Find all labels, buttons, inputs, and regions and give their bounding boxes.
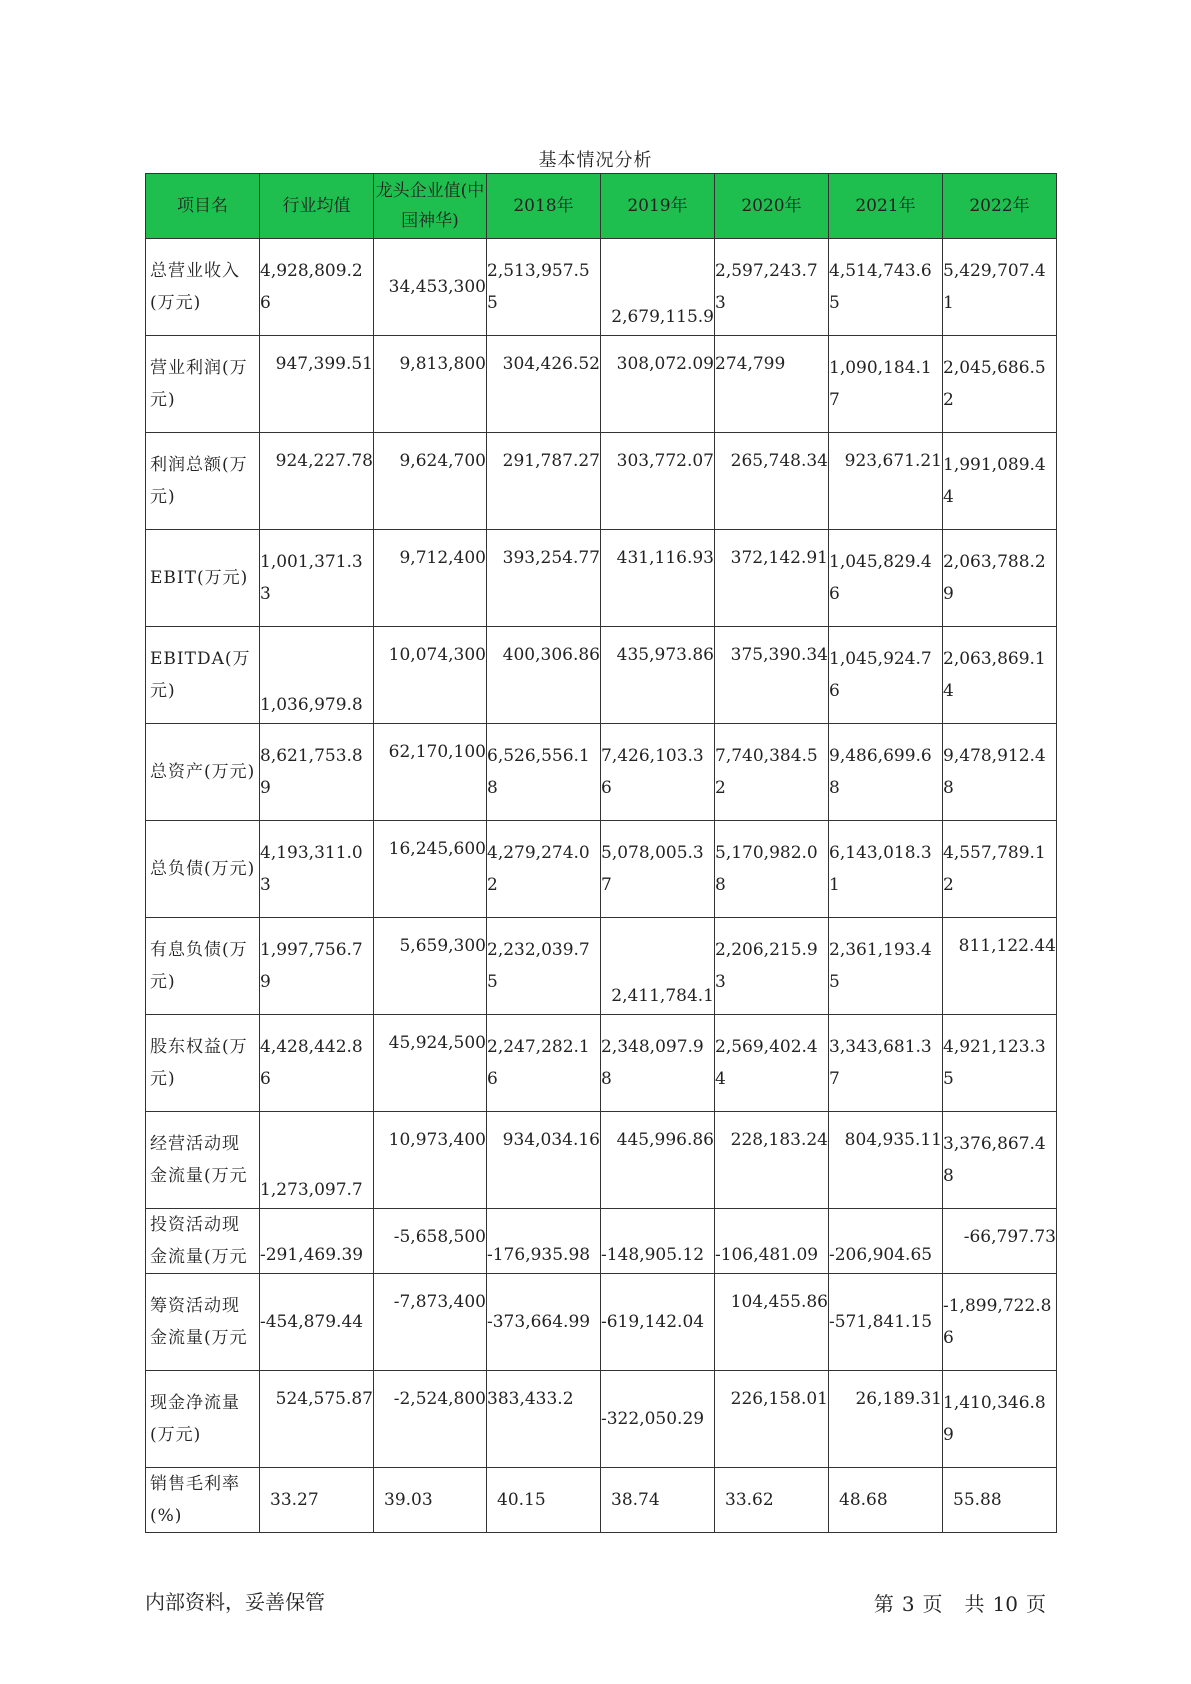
row-label: 有息负债(万元) bbox=[146, 918, 260, 1015]
table-cell: 104,455.86 bbox=[715, 1274, 829, 1371]
table-cell: 804,935.11 bbox=[829, 1112, 943, 1209]
table-cell: 2,063,869.14 bbox=[943, 627, 1057, 724]
header-cell-leader: 龙头企业值(中国神华) bbox=[374, 174, 487, 239]
table-cell: 383,433.2 bbox=[487, 1371, 601, 1468]
table-cell: 2,063,788.29 bbox=[943, 530, 1057, 627]
table-row bbox=[146, 1468, 1057, 1533]
header-cell-2021: 2021年 bbox=[829, 174, 943, 239]
table-row bbox=[146, 1371, 1057, 1468]
table-cell: -5,658,500 bbox=[374, 1209, 487, 1274]
table-cell: 4,193,311.03 bbox=[260, 821, 374, 918]
table-row bbox=[146, 1015, 1057, 1112]
header-cell-2020: 2020年 bbox=[715, 174, 829, 239]
table-cell: 9,813,800 bbox=[374, 336, 487, 433]
table-row bbox=[146, 239, 1057, 336]
table-cell: -454,879.44 bbox=[260, 1274, 374, 1371]
page-prefix: 第 bbox=[873, 1592, 894, 1616]
table-row bbox=[146, 724, 1057, 821]
table-cell: 33.27 bbox=[260, 1468, 374, 1533]
page-title: 基本情况分析 bbox=[538, 150, 653, 171]
row-label: 股东权益(万元) bbox=[146, 1015, 260, 1112]
table-row bbox=[146, 1112, 1057, 1209]
row-label: 销售毛利率(%) bbox=[146, 1468, 260, 1533]
table-cell: 8,621,753.89 bbox=[260, 724, 374, 821]
table-cell: 4,928,809.26 bbox=[260, 239, 374, 336]
table-row bbox=[146, 336, 1057, 433]
footer-page-indicator bbox=[866, 1588, 1046, 1617]
table-cell: 226,158.01 bbox=[715, 1371, 829, 1468]
table-cell: 1,410,346.89 bbox=[943, 1371, 1057, 1468]
row-label: 筹资活动现金流量(万元 bbox=[146, 1274, 260, 1371]
table-cell: 811,122.44 bbox=[943, 918, 1057, 1015]
table-cell: -1,899,722.86 bbox=[943, 1274, 1057, 1371]
table-cell: 3,343,681.37 bbox=[829, 1015, 943, 1112]
row-label: 投资活动现金流量(万元 bbox=[146, 1209, 260, 1274]
table-cell: 2,232,039.75 bbox=[487, 918, 601, 1015]
table-row bbox=[146, 433, 1057, 530]
table-cell: 26,189.31 bbox=[829, 1371, 943, 1468]
table-row bbox=[146, 821, 1057, 918]
table-cell: 5,170,982.08 bbox=[715, 821, 829, 918]
table-cell: 9,478,912.48 bbox=[943, 724, 1057, 821]
header-cell-2019: 2019年 bbox=[601, 174, 715, 239]
header-cell-industry-avg: 行业均值 bbox=[260, 174, 374, 239]
table-cell: 6,526,556.18 bbox=[487, 724, 601, 821]
table-cell: 45,924,500 bbox=[374, 1015, 487, 1112]
table-cell: 40.15 bbox=[487, 1468, 601, 1533]
table-cell: 5,429,707.41 bbox=[943, 239, 1057, 336]
table-cell: 3,376,867.48 bbox=[943, 1112, 1057, 1209]
total-suffix: 页 bbox=[1026, 1592, 1046, 1616]
table-cell: -66,797.73 bbox=[943, 1209, 1057, 1274]
row-label: 现金净流量(万元) bbox=[146, 1371, 260, 1468]
table-cell: 431,116.93 bbox=[601, 530, 715, 627]
page-number: 3 bbox=[901, 1592, 915, 1616]
table-cell: 55.88 bbox=[943, 1468, 1057, 1533]
table-cell: 303,772.07 bbox=[601, 433, 715, 530]
table-cell: 16,245,600 bbox=[374, 821, 487, 918]
table-cell: 1,273,097.7 bbox=[260, 1112, 374, 1209]
table-cell: 228,183.24 bbox=[715, 1112, 829, 1209]
row-label: 总负债(万元) bbox=[146, 821, 260, 918]
table-cell: 48.68 bbox=[829, 1468, 943, 1533]
table-cell: 4,279,274.02 bbox=[487, 821, 601, 918]
table-cell: 9,624,700 bbox=[374, 433, 487, 530]
table-cell: -106,481.09 bbox=[715, 1209, 829, 1274]
table-cell: 10,973,400 bbox=[374, 1112, 487, 1209]
table-cell: 1,001,371.33 bbox=[260, 530, 374, 627]
table-cell: -206,904.65 bbox=[829, 1209, 943, 1274]
table-cell: 274,799 bbox=[715, 336, 829, 433]
table-row bbox=[146, 627, 1057, 724]
row-label: 营业利润(万元) bbox=[146, 336, 260, 433]
table-cell: 2,247,282.16 bbox=[487, 1015, 601, 1112]
analysis-table-wrapper bbox=[145, 173, 1057, 1533]
table-cell: 1,045,829.46 bbox=[829, 530, 943, 627]
table-cell: 9,486,699.68 bbox=[829, 724, 943, 821]
table-cell: 923,671.21 bbox=[829, 433, 943, 530]
table-cell: 445,996.86 bbox=[601, 1112, 715, 1209]
table-cell: 33.62 bbox=[715, 1468, 829, 1533]
table-cell: 1,045,924.76 bbox=[829, 627, 943, 724]
total-prefix: 共 bbox=[964, 1592, 985, 1616]
table-cell: -291,469.39 bbox=[260, 1209, 374, 1274]
table-cell: -373,664.99 bbox=[487, 1274, 601, 1371]
table-cell: 308,072.09 bbox=[601, 336, 715, 433]
table-cell: 2,361,193.45 bbox=[829, 918, 943, 1015]
table-cell: 34,453,300 bbox=[374, 239, 487, 336]
table-cell: 4,921,123.35 bbox=[943, 1015, 1057, 1112]
table-row bbox=[146, 1209, 1057, 1274]
table-cell: 435,973.86 bbox=[601, 627, 715, 724]
table-cell: 2,411,784.1 bbox=[601, 918, 715, 1015]
table-cell: 265,748.34 bbox=[715, 433, 829, 530]
table-cell: 947,399.51 bbox=[260, 336, 374, 433]
table-cell: 7,426,103.36 bbox=[601, 724, 715, 821]
table-cell: -322,050.29 bbox=[601, 1371, 715, 1468]
table-cell: 2,045,686.52 bbox=[943, 336, 1057, 433]
table-cell: 924,227.78 bbox=[260, 433, 374, 530]
table-cell: 9,712,400 bbox=[374, 530, 487, 627]
table-cell: 375,390.34 bbox=[715, 627, 829, 724]
header-cell-2022: 2022年 bbox=[943, 174, 1057, 239]
table-row bbox=[146, 918, 1057, 1015]
header-row bbox=[146, 174, 1057, 239]
table-cell: 1,991,089.44 bbox=[943, 433, 1057, 530]
table-cell: 62,170,100 bbox=[374, 724, 487, 821]
table-cell: -148,905.12 bbox=[601, 1209, 715, 1274]
table-cell: 2,569,402.44 bbox=[715, 1015, 829, 1112]
row-label: 经营活动现金流量(万元 bbox=[146, 1112, 260, 1209]
table-cell: 2,348,097.98 bbox=[601, 1015, 715, 1112]
table-cell: 1,036,979.8 bbox=[260, 627, 374, 724]
table-cell: 5,659,300 bbox=[374, 918, 487, 1015]
table-cell: 291,787.27 bbox=[487, 433, 601, 530]
table-cell: 2,679,115.9 bbox=[601, 239, 715, 336]
page-suffix: 页 bbox=[922, 1592, 943, 1616]
table-cell: -7,873,400 bbox=[374, 1274, 487, 1371]
table-cell: 934,034.16 bbox=[487, 1112, 601, 1209]
row-label: 利润总额(万元) bbox=[146, 433, 260, 530]
table-cell: 304,426.52 bbox=[487, 336, 601, 433]
table-cell: -176,935.98 bbox=[487, 1209, 601, 1274]
table-cell: 1,090,184.17 bbox=[829, 336, 943, 433]
table-cell: 2,206,215.93 bbox=[715, 918, 829, 1015]
table-cell: 5,078,005.37 bbox=[601, 821, 715, 918]
table-cell: 4,428,442.86 bbox=[260, 1015, 374, 1112]
row-label: 总营业收入(万元) bbox=[146, 239, 260, 336]
table-cell: 38.74 bbox=[601, 1468, 715, 1533]
table-cell: -2,524,800 bbox=[374, 1371, 487, 1468]
table-row bbox=[146, 1274, 1057, 1371]
table-cell: -571,841.15 bbox=[829, 1274, 943, 1371]
header-cell-item: 项目名 bbox=[146, 174, 260, 239]
total-pages: 10 bbox=[992, 1592, 1018, 1616]
table-cell: 372,142.91 bbox=[715, 530, 829, 627]
table-cell: 400,306.86 bbox=[487, 627, 601, 724]
table-cell: 2,597,243.73 bbox=[715, 239, 829, 336]
table-cell: 4,514,743.65 bbox=[829, 239, 943, 336]
footer-confidential-note: 内部资料，妥善保管 bbox=[145, 1590, 325, 1614]
table-cell: 2,513,957.55 bbox=[487, 239, 601, 336]
table-cell: 10,074,300 bbox=[374, 627, 487, 724]
row-label: EBITDA(万元) bbox=[146, 627, 260, 724]
row-label: EBIT(万元) bbox=[146, 530, 260, 627]
header-cell-2018: 2018年 bbox=[487, 174, 601, 239]
table-cell: 524,575.87 bbox=[260, 1371, 374, 1468]
table-cell: 4,557,789.12 bbox=[943, 821, 1057, 918]
table-row bbox=[146, 530, 1057, 627]
table-cell: 39.03 bbox=[374, 1468, 487, 1533]
row-label: 总资产(万元) bbox=[146, 724, 260, 821]
table-cell: -619,142.04 bbox=[601, 1274, 715, 1371]
analysis-table bbox=[145, 173, 1057, 1533]
table-cell: 393,254.77 bbox=[487, 530, 601, 627]
table-cell: 1,997,756.79 bbox=[260, 918, 374, 1015]
table-cell: 6,143,018.31 bbox=[829, 821, 943, 918]
table-cell: 7,740,384.52 bbox=[715, 724, 829, 821]
